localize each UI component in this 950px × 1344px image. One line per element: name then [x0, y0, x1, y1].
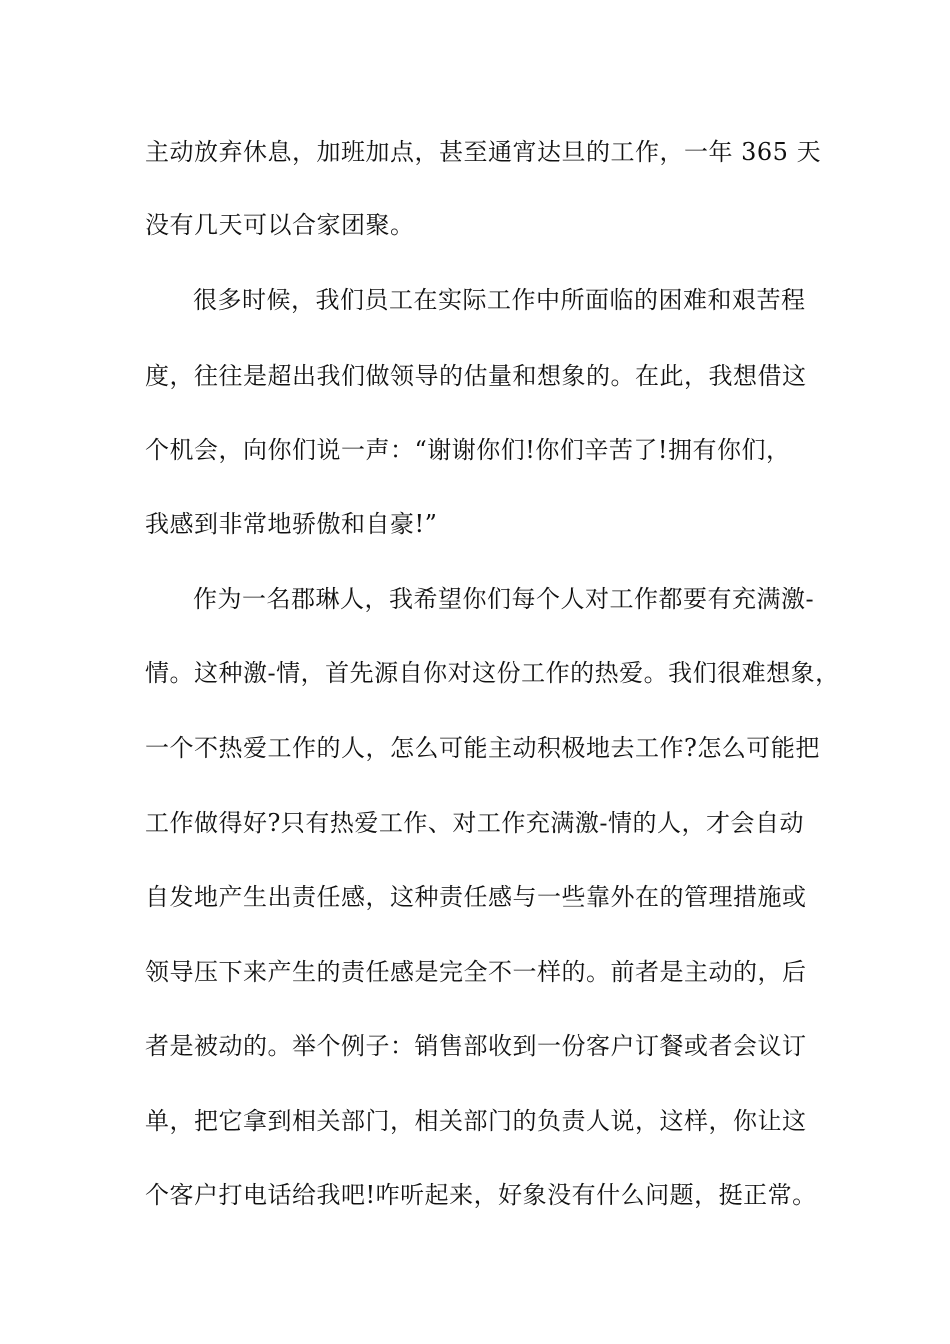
- paragraph-start-line: 很多时候，我们员工在实际工作中所面临的困难和艰苦程: [193, 286, 806, 314]
- text-line: 我感到非常地骄傲和自豪!”: [145, 510, 438, 538]
- text-line: 者是被动的。举个例子：销售部收到一份客户订餐或者会议订: [145, 1032, 807, 1060]
- paragraph-start-line: 作为一名郡琳人，我希望你们每个人对工作都要有充满激-: [193, 585, 815, 613]
- text-line: 度，往往是超出我们做领导的估量和想象的。在此，我想借这: [145, 362, 807, 390]
- text-line: 自发地产生出责任感，这种责任感与一些靠外在的管理措施或: [145, 883, 807, 911]
- text-line: 工作做得好?只有热爱工作、对工作充满激-情的人，才会自动: [145, 809, 804, 837]
- text-line: 主动放弃休息，加班加点，甚至通宵达旦的工作，一年 365 天: [145, 138, 822, 166]
- text-line: 没有几天可以合家团聚。: [145, 211, 415, 239]
- text-line: 个机会，向你们说一声：“谢谢你们!你们辛苦了!拥有你们，: [145, 436, 791, 464]
- text-line: 个客户打电话给我吧!咋听起来，好象没有什么问题，挺正常。: [145, 1181, 817, 1209]
- text-line: 单，把它拿到相关部门，相关部门的负责人说，这样，你让这: [145, 1107, 807, 1135]
- text-line: 情。这种激-情，首先源自你对这份工作的热爱。我们很难想象，: [145, 659, 840, 687]
- text-line: 领导压下来产生的责任感是完全不一样的。前者是主动的，后: [145, 958, 807, 986]
- text-line: 一个不热爱工作的人，怎么可能主动积极地去工作?怎么可能把: [145, 734, 820, 762]
